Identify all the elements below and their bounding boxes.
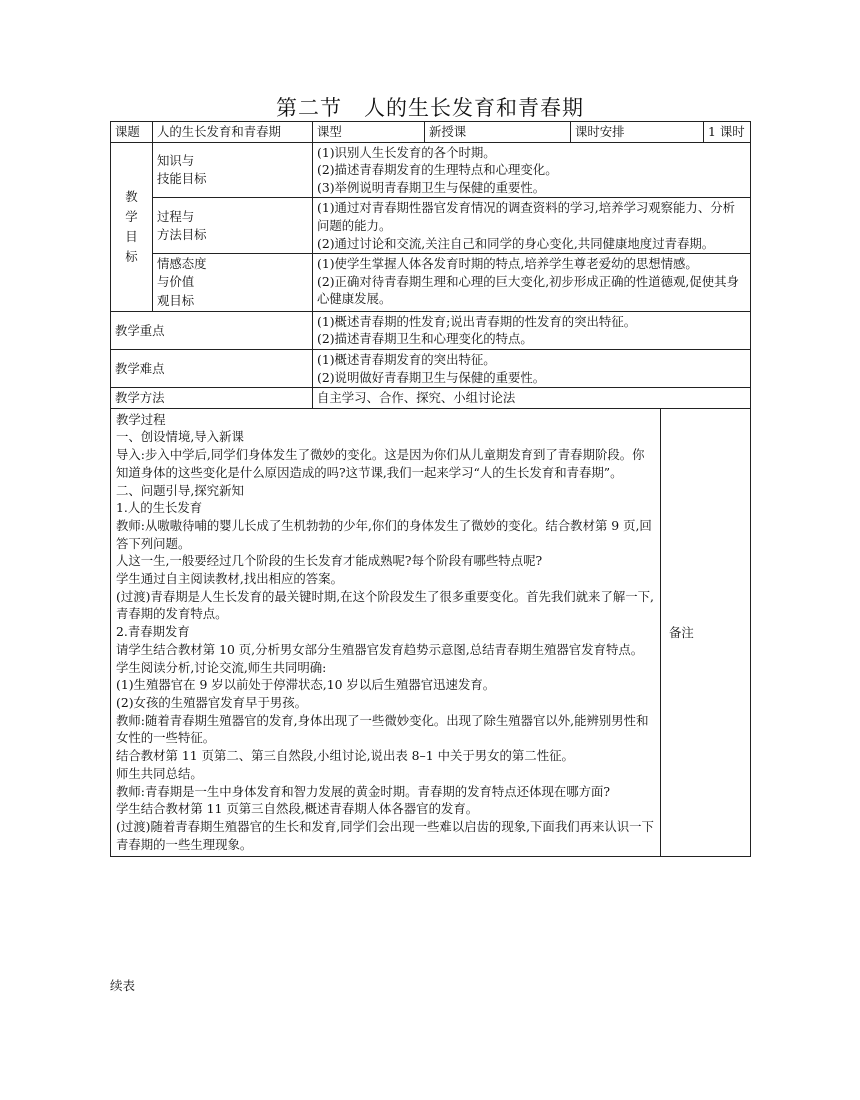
knowledge-goal-label: 知识与 技能目标 [153,142,313,198]
key-points-row [111,311,751,349]
difficulties-items: (1)概述青春期发育的突出特征。 (2)说明做好青春期卫生与保健的重要性。 [313,349,751,387]
key-points-label: 教学重点 [111,311,313,349]
process-goal-label: 过程与 方法目标 [153,198,313,254]
goal-knowledge-row [111,142,751,198]
header-row [111,122,751,143]
note-label: 备注 [661,408,751,857]
methods-label: 教学方法 [111,388,313,409]
lesson-plan-table [110,121,751,857]
methods-value: 自主学习、合作、探究、小组讨论法 [313,388,751,409]
teaching-process: 教学过程 一、创设情境,导入新课 导入:步入中学后,同学们身体发生了微妙的变化。这是因为你们从儿童期发育到了青春期阶段。你知道身体的这些变化是什么原因造成的吗?这节课,我们一起来学习“人的生长发育和青春期”。 二、问题引导,探究新知 1.人的生长发育 教师:从嗷嗷待哺的婴儿长成了生机勃勃的少年,你们的身体发生了微妙的变化。结合教材第 9 页,回答下列问题。 人这一生,一般要经过几个阶段的生长发育才能成熟呢?每个阶段有哪些特点呢? 学生通过自主阅读教材,找出相应的答案。 (过渡)青春期是人生长发育的最关键时期,在这个阶段发生了很多重要变化。首先我们就来了解一下,青春期的发育特点。 2.青春期发育 请学生结合教材第 10 页,分析男女部分生殖器官发育趋势示意图,总结青春期生殖器官发育特点。 学生阅读分析,讨论交流,师生共同明确: (1)生殖器官在 9 岁以前处于停滞状态,10 岁以后生殖器官迅速发育。 (2)女孩的生殖器官发育早于男孩。 教师:随着青春期生殖器官的发育,身体出现了一些微妙变化。出现了除生殖器官以外,能辨别男性和女性的一些特征。 结合教材第 11 页第二、第三自然段,小组讨论,说出表 8–1 中关于男女的第二性征。 师生共同总结。 教师:青春期是一生中身体发育和智力发展的黄金时期。青春期的发育特点还体现在哪方面? 学生结合教材第 11 页第三自然段,概述青春期人体各器官的发育。 (过渡)随着青春期生殖器官的生长和发育,同学们会出现一些难以启齿的现象,下面我们再来认识一下青春期的一些生理现象。 [111,408,661,857]
goals-label: 教 学 目 标 [111,142,153,311]
process-goal-items: (1)通过对青春期性器官发育情况的调查资料的学习,培养学习观察能力、分析问题的能力。 (2)通过讨论和交流,关注自己和同学的身心变化,共同健康地度过青春期。 [313,198,751,254]
goal-process-row [111,198,751,254]
difficulties-row [111,349,751,387]
page-title: 第二节 人的生长发育和青春期 [276,96,584,120]
continued-label: 续表 [110,978,136,993]
knowledge-goal-items: (1)识别人生长发育的各个时期。 (2)描述青春期发育的生理特点和心理变化。 (3)举例说明青春期卫生与保健的重要性。 [313,142,751,198]
schedule-value: 1 课时 [704,122,751,143]
type-value: 新授课 [425,122,571,143]
emotion-goal-items: (1)使学生掌握人体各发育时期的特点,培养学生尊老爱幼的思想情感。 (2)正确对待青春期生理和心理的巨大变化,初步形成正确的性道德观,促使其身心健康发展。 [313,254,751,312]
schedule-label: 课时安排 [571,122,704,143]
process-row [111,408,751,857]
emotion-goal-label: 情感态度 与价值 观目标 [153,254,313,312]
topic-value: 人的生长发育和青春期 [153,122,313,143]
methods-row [111,388,751,409]
type-label: 课型 [313,122,425,143]
key-points-items: (1)概述青春期的性发育;说出青春期的性发育的突出特征。 (2)描述青春期卫生和心理变化的特点。 [313,311,751,349]
difficulties-label: 教学难点 [111,349,313,387]
goal-emotion-row [111,254,751,312]
topic-label: 课题 [111,122,153,143]
